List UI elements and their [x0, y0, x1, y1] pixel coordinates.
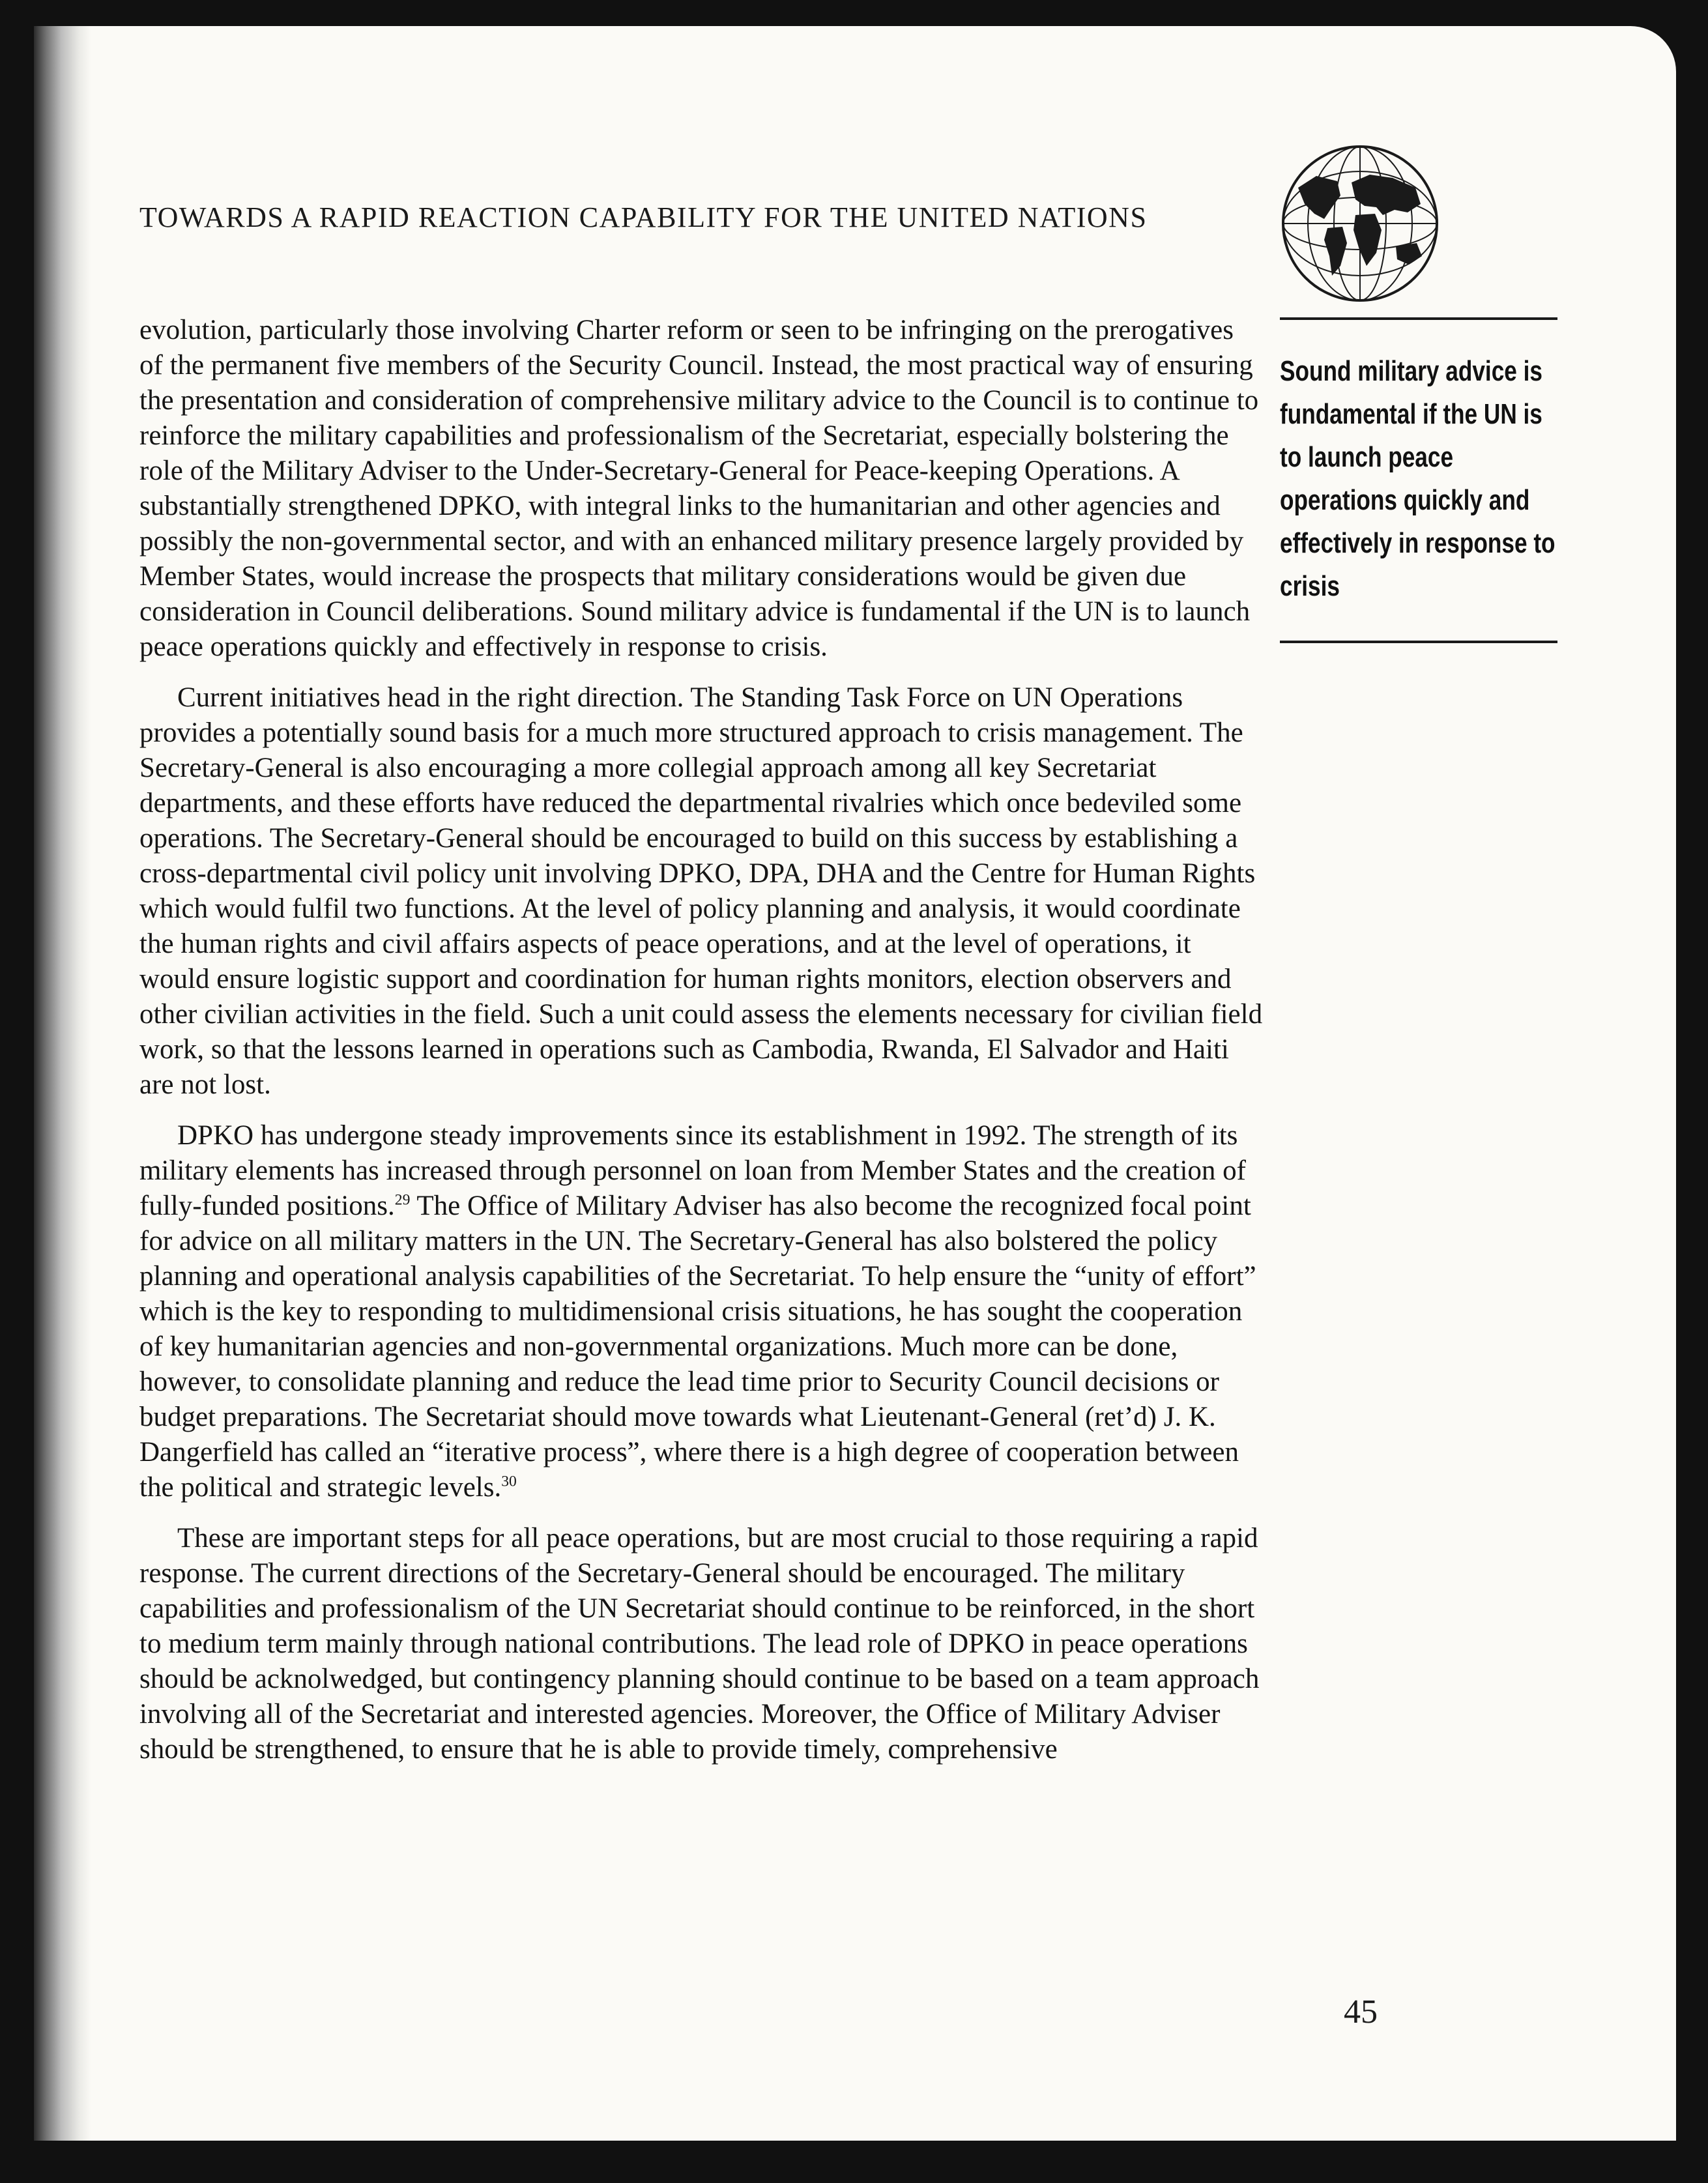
- footnote-marker: 30: [501, 1473, 517, 1490]
- paragraph-text: DPKO has undergone steady improvements since its establishment in 1992. The strength of its military elements has increased through personnel on loan from Member States and the creation of fully-funded positions.: [139, 1120, 1246, 1221]
- paragraph: evolution, particularly those involving Charter reform or seen to be infringing on the prerogatives of the permanent five members of the Security Council. Instead, the most practical way of ensuring the presentation and consideration of comprehensive military advice to the Council is to continue to reinforce the military capabilities and professionalism of the Secretariat, especially bolstering the role of the Military Adviser to the Under-Secretary-General for Peace-keeping Operations. A substantially strengthened DPKO, with integral links to the humanitarian and other agencies and possibly the non-governmental sector, and with an enhanced military presence largely provided by Member States, would increase the prospects that military considerations would be given due consideration in Council deliberations. Sound military advice is fundamental if the UN is to launch peace operations quickly and effectively in response to crisis.: [139, 315, 1259, 662]
- paragraph-text: The Office of Military Adviser has also become the recognized focal point for advice on all military matters in the UN. The Secretary-General has also bolstered the policy planning and operational analysis capabilities of the Secretariat. To help ensure the “unity of effort” which is the key to responding to multidimensional crisis situations, he has sought the cooperation of key humanitarian agencies and non-governmental organizations. Much more can be done, however, to consolidate planning and reduce the lead time prior to Security Council decisions or budget preparations. The Secretariat should move towards what Lieutenant-General (ret’d) J. K. Dangerfield has called an “iterative process”, where there is a high degree of cooperation between the political and strategic levels.: [139, 1191, 1256, 1503]
- paragraph: Current initiatives head in the right direction. The Standing Task Force on UN Operations provides a potentially sound basis for a much more structured approach to crisis management. The Secretary-General is also encouraging a more collegial approach among all key Secretariat departments, and these efforts have reduced the departmental rivalries which once bedeviled some operations. The Secretary-General should be encouraged to build on this success by establishing a cross-departmental civil policy unit involving DPKO, DPA, DHA and the Centre for Human Rights which would fulfil two functions. At the level of policy planning and analysis, it would coordinate the human rights and civil affairs aspects of peace operations, and at the level of operations, it would ensure logistic support and coordination for human rights monitors, election observers and other civilian activities in the field. Such a unit could assess the elements necessary for civilian field work, so that the lessons learned in operations such as Cambodia, Rwanda, El Salvador and Haiti are not lost.: [139, 682, 1263, 1100]
- paragraph: [139, 1118, 1264, 1505]
- page-number: 45: [1344, 1993, 1378, 2031]
- document-page: [34, 26, 1676, 2141]
- margin-callout: [1280, 317, 1557, 643]
- footnote-marker: 29: [394, 1191, 411, 1209]
- body-text: [139, 313, 1264, 1783]
- pull-quote: Sound military advice is fundamental if the UN is to launch peace operations quickly and effectively in response to crisis: [1280, 355, 1556, 602]
- callout-top-rule: [1280, 317, 1557, 320]
- running-title: TOWARDS A RAPID REACTION CAPABILITY FOR THE UNITED NATIONS: [139, 201, 1148, 233]
- callout-bottom-rule: [1280, 641, 1557, 643]
- book-binding-shadow: [34, 26, 91, 2141]
- globe-icon: [1279, 142, 1441, 305]
- paragraph: These are important steps for all peace operations, but are most crucial to those requiring a rapid response. The current directions of the Secretary-General should be encouraged. The military capabilities and professionalism of the UN Secretariat should continue to be reinforced, in the short to medium term mainly through national contributions. The lead role of DPKO in peace operations should be acknolwedged, but contingency planning should continue to be based on a team approach involving all of the Secretariat and interested agencies. Moreover, the Office of Military Adviser should be strengthened, to ensure that he is able to provide timely, comprehensive: [139, 1523, 1260, 1765]
